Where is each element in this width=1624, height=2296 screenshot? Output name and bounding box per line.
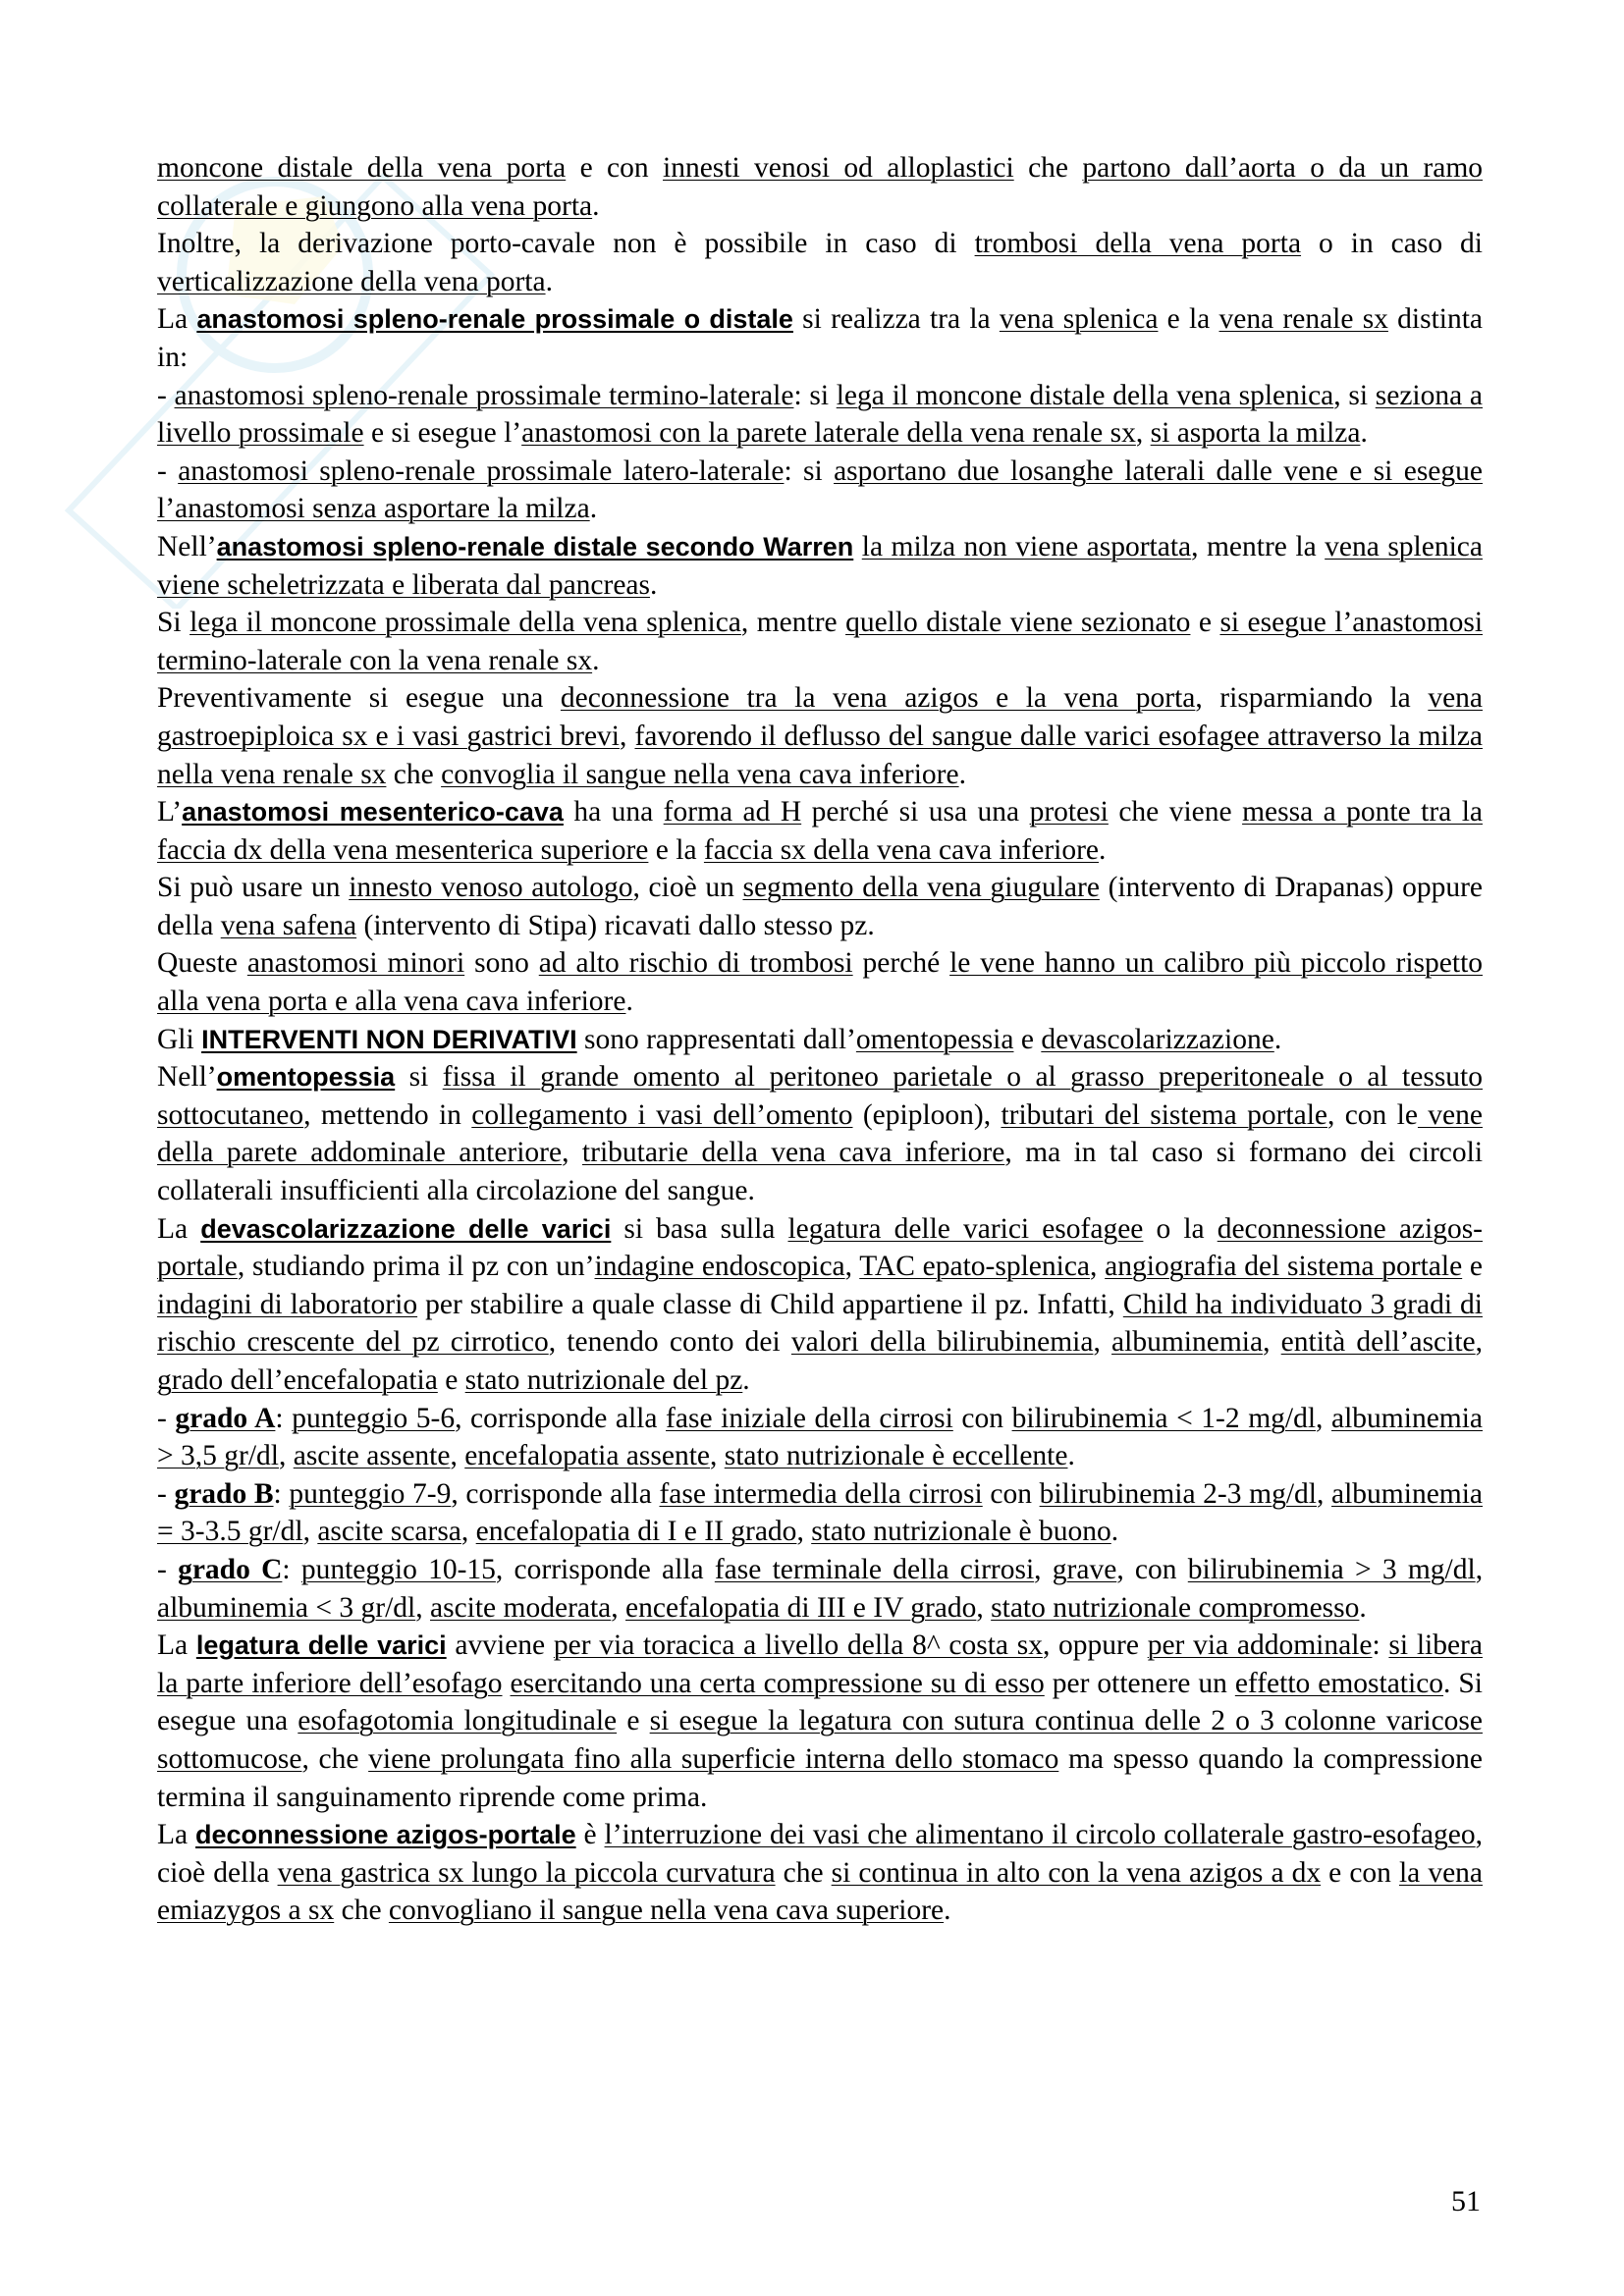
heading-omentopessia: omentopessia xyxy=(216,1062,396,1093)
paragraph-13: Nell’omentopessia si fissa il grande omento al peritoneo parietale o al grasso preperitoneale o al tessuto sottocutaneo, mettendo in collegamento i vasi dell’omento (epiploon), tributari del sistema portale, con le vene della parete addominale anteriore, tributarie della vena cava inferiore, ma in tal caso si formano dei circoli collaterali insufficienti alla circolazione del sangue. xyxy=(157,1061,1484,1207)
paragraph-grado-c: - grado C: punteggio 10-15, corrisponde alla fase terminale della cirrosi, grave, con bilirubinemia > 3 mg/dl, albuminemia < 3 gr/dl, ascite moderata, encefalopatia di III e IV grado, stato nutrizionale compromesso. xyxy=(157,1553,1484,1624)
paragraph-11: Queste anastomosi minori sono ad alto rischio di trombosi perché le vene hanno un calibro più piccolo rispetto alla vena porta e alla vena cava inferiore. xyxy=(157,947,1484,1018)
paragraph-7: Si lega il moncone prossimale della vena splenica, mentre quello distale viene sezionato e si esegue l’anastomosi termino-laterale con la vena renale sx. xyxy=(157,607,1484,676)
paragraph-10: Si può usare un innesto venoso autologo, cioè un segmento della vena giugulare (intervento di Drapanas) oppure della vena safena (intervento di Stipa) ricavati dallo stesso pz. xyxy=(157,872,1484,941)
paragraph-12: Gli INTERVENTI NON DERIVATIVI sono rappresentati dall’omentopessia e devascolarizzazione. xyxy=(157,1023,1282,1055)
paragraph-2: Inoltre, la derivazione porto-cavale non è possibile in caso di trombosi della vena porta o in caso di verticalizzazione della vena porta. xyxy=(157,228,1483,297)
heading-devascolarizzazione: devascolarizzazione delle varici xyxy=(200,1213,612,1244)
document-body xyxy=(157,149,1483,1930)
heading-mesenterico-cava: anastomosi mesenterico-cava xyxy=(182,797,564,828)
paragraph-18: La legatura delle varici avviene per via toracica a livello della 8^ costa sx, oppure per via addominale: si libera la parte inferiore dell’esofago esercitando una certa compressione su di esso per ottenere un effetto emostatico. Si esegue una esofagotomia longitudinale e si esegue la legatura con sutura continua delle 2 o 3 colonne varicose sottomucose, che viene prolungata fino alla superficie interna dello stomaco ma spesso quando la compressione termina il sanguinamento riprende come prima. xyxy=(157,1629,1484,1813)
paragraph-14: La devascolarizzazione delle varici si basa sulla legatura delle varici esofagee o la deconnessione azigos-portale, studiando prima il pz con un’indagine endoscopica, TAC epato-splenica, angiografia del sistema portale e indagini di laboratorio per stabilire a quale classe di Child appartiene il pz. Infatti, Child ha individuato 3 gradi di rischio crescente del pz cirrotico, tenendo conto dei valori della bilirubinemia, albuminemia, entità dell’ascite, grado dell’encefalopatia e stato nutrizionale del pz. xyxy=(157,1212,1484,1396)
paragraph-5: - anastomosi spleno-renale prossimale latero-laterale: si asportano due losanghe laterali dalle vene e si esegue l’anastomosi senza asportare la milza. xyxy=(157,454,1483,525)
paragraph-9: L’anastomosi mesenterico-cava ha una forma ad H perché si usa una protesi che viene messa a ponte tra la faccia dx della vena mesenterica superiore e la faccia sx della vena cava inferiore. xyxy=(157,796,1483,866)
paragraph-grado-b: - grado B: punteggio 7-9, corrisponde alla fase intermedia della cirrosi con bilirubinemia 2-3 mg/dl, albuminemia = 3-3.5 gr/dl, ascite scarsa, encefalopatia di I e II grado, stato nutrizionale è buono. xyxy=(157,1477,1484,1548)
paragraph-6: Nell’anastomosi spleno-renale distale secondo Warren la milza non viene asportata, mentre la vena splenica viene scheletrizzata e liberata dal pancreas. xyxy=(157,530,1483,601)
paragraph-1: moncone distale della vena porta e con innesti venosi od alloplastici che partono dall’aorta o da un ramo collaterale e giungono alla vena porta. xyxy=(157,152,1484,222)
heading-warren: anastomosi spleno-renale distale secondo Warren xyxy=(216,531,854,561)
paragraph-grado-a: - grado A: punteggio 5-6, corrisponde alla fase iniziale della cirrosi con bilirubinemia < 1-2 mg/dl, albuminemia > 3,5 gr/dl, ascite assente, encefalopatia assente, stato nutrizionale è eccellente. xyxy=(157,1402,1484,1472)
heading-deconnessione-azigos-portale: deconnessione azigos-portale xyxy=(195,1820,576,1850)
paragraph-4: - anastomosi spleno-renale prossimale termino-laterale: si lega il moncone distale della vena splenica, si seziona a livello prossimale e si esegue l’anastomosi con la parete laterale della vena renale sx, si asporta la milza. xyxy=(157,379,1484,450)
heading-legatura-varici: legatura delle varici xyxy=(195,1630,447,1661)
heading-interventi-non-derivativi: INTERVENTI NON DERIVATIVI xyxy=(201,1024,577,1054)
heading-spleno-renale: anastomosi spleno-renale prossimale o distale xyxy=(196,304,793,335)
paragraph-8: Preventivamente si esegue una deconnessione tra la vena azigos e la vena porta, risparmiando la vena gastroepiploica sx e i vasi gastrici brevi, favorendo il deflusso del sangue dalle varici esofagee attraverso la milza nella vena renale sx che convoglia il sangue nella vena cava inferiore. xyxy=(157,682,1484,790)
paragraph-19: La deconnessione azigos-portale è l’interruzione dei vasi che alimentano il circolo collaterale gastro-esofageo, cioè della vena gastrica sx lungo la piccola curvatura che si continua in alto con la vena azigos a dx e con la vena emiazygos a sx che convogliano il sangue nella vena cava superiore. xyxy=(157,1819,1484,1927)
paragraph-3: La anastomosi spleno-renale prossimale o distale si realizza tra la vena splenica e la vena renale sx distinta in: xyxy=(157,303,1484,373)
page-number: 51 xyxy=(1451,2185,1481,2217)
